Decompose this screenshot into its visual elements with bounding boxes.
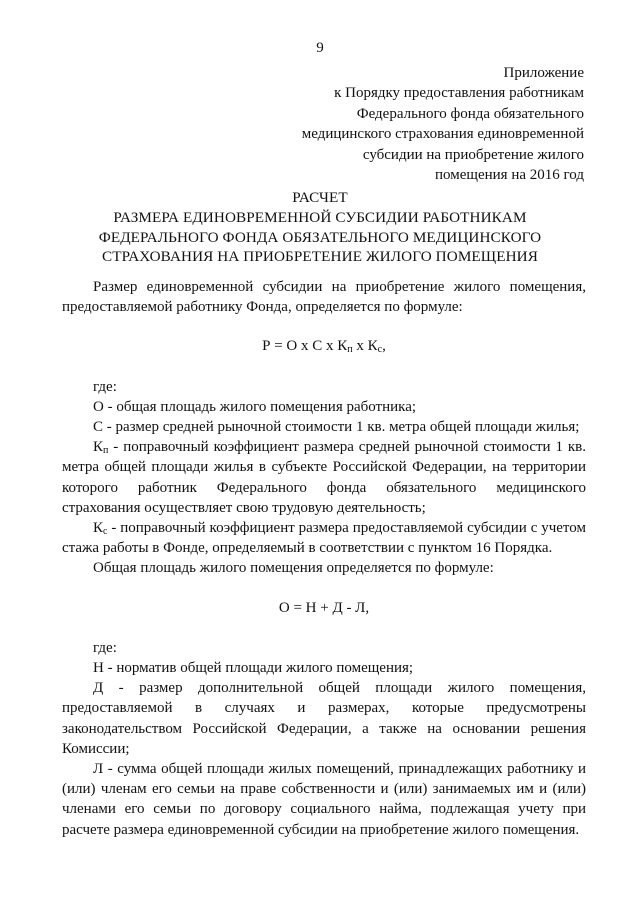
- area-intro-paragraph: Общая площадь жилого помещения определяется по формуле:: [93, 560, 494, 577]
- definition-o: О - общая площадь жилого помещения работника;: [93, 398, 417, 415]
- definition-d: Д - размер дополнительной общей площади жилого помещения, предоставляемой в случаях и размерах, которые предусмотрены законодательством Российской Федерации, а также на основании решения Комиссии;: [62, 680, 586, 757]
- document-title: [60, 188, 580, 267]
- title-line: СТРАХОВАНИЯ НА ПРИОБРЕТЕНИЕ ЖИЛОГО ПОМЕЩЕНИЯ: [102, 248, 538, 266]
- title-line: ФЕДЕРАЛЬНОГО ФОНДА ОБЯЗАТЕЛЬНОГО МЕДИЦИНСКОГО: [98, 228, 542, 246]
- definition-kp: $К_п$ - поправочный коэффициент размера средней рыночной стоимости 1 кв. метра общей площади жилья в субъекте Российской Федерации, на территории которого работник Федерального фонда обязательного медицинского страхования осуществляет свою трудовую деятельность;: [62, 439, 586, 516]
- document-body: [62, 277, 586, 840]
- where-label: где:: [93, 378, 117, 395]
- subsidy-formula: Р = О х С х $К_п$ х $К_с$,: [262, 338, 386, 356]
- title-line: РАСЧЕТ: [292, 189, 348, 206]
- appendix-line: к Порядку предоставления работникам: [334, 85, 584, 102]
- appendix-line: Приложение: [503, 65, 584, 81]
- definition-c: С - размер средней рыночной стоимости 1 кв. метра общей площади жилья;: [93, 419, 580, 436]
- appendix-line: Федерального фонда обязательного: [356, 105, 584, 122]
- intro-paragraph: Размер единовременной субсидии на приобретение жилого помещения, предоставляемой работнику Фонда, определяется по формуле:: [62, 279, 586, 316]
- definition-kc: $К_с$ - поправочный коэффициент размера предоставляемой субсидии с учетом стажа работы в Фонде, определяемый в соответствии с пунктом 16 Порядка.: [62, 520, 586, 557]
- definition-n: Н - норматив общей площади жилого помещения;: [93, 660, 414, 677]
- appendix-block: [302, 63, 584, 185]
- appendix-line: помещения на 2016 год: [435, 167, 584, 184]
- area-formula: О = Н + Д - Л,: [278, 599, 370, 616]
- appendix-line: субсидии на приобретение жилого: [362, 146, 584, 163]
- where-label: где:: [93, 639, 117, 656]
- page-number: 9: [316, 40, 324, 56]
- title-line: РАЗМЕРА ЕДИНОВРЕМЕННОЙ СУБСИДИИ РАБОТНИКАМ: [113, 208, 527, 226]
- appendix-line: медицинского страхования единовременной: [301, 126, 584, 143]
- definition-l: Л - сумма общей площади жилых помещений, принадлежащих работнику и (или) членам его семьи на праве собственности и (или) занимаемых им и (или) членами его семьи по договору социального найма, подлежащая учету при расчете размера единовременной субсидии на приобретение жилого помещения.: [62, 761, 586, 838]
